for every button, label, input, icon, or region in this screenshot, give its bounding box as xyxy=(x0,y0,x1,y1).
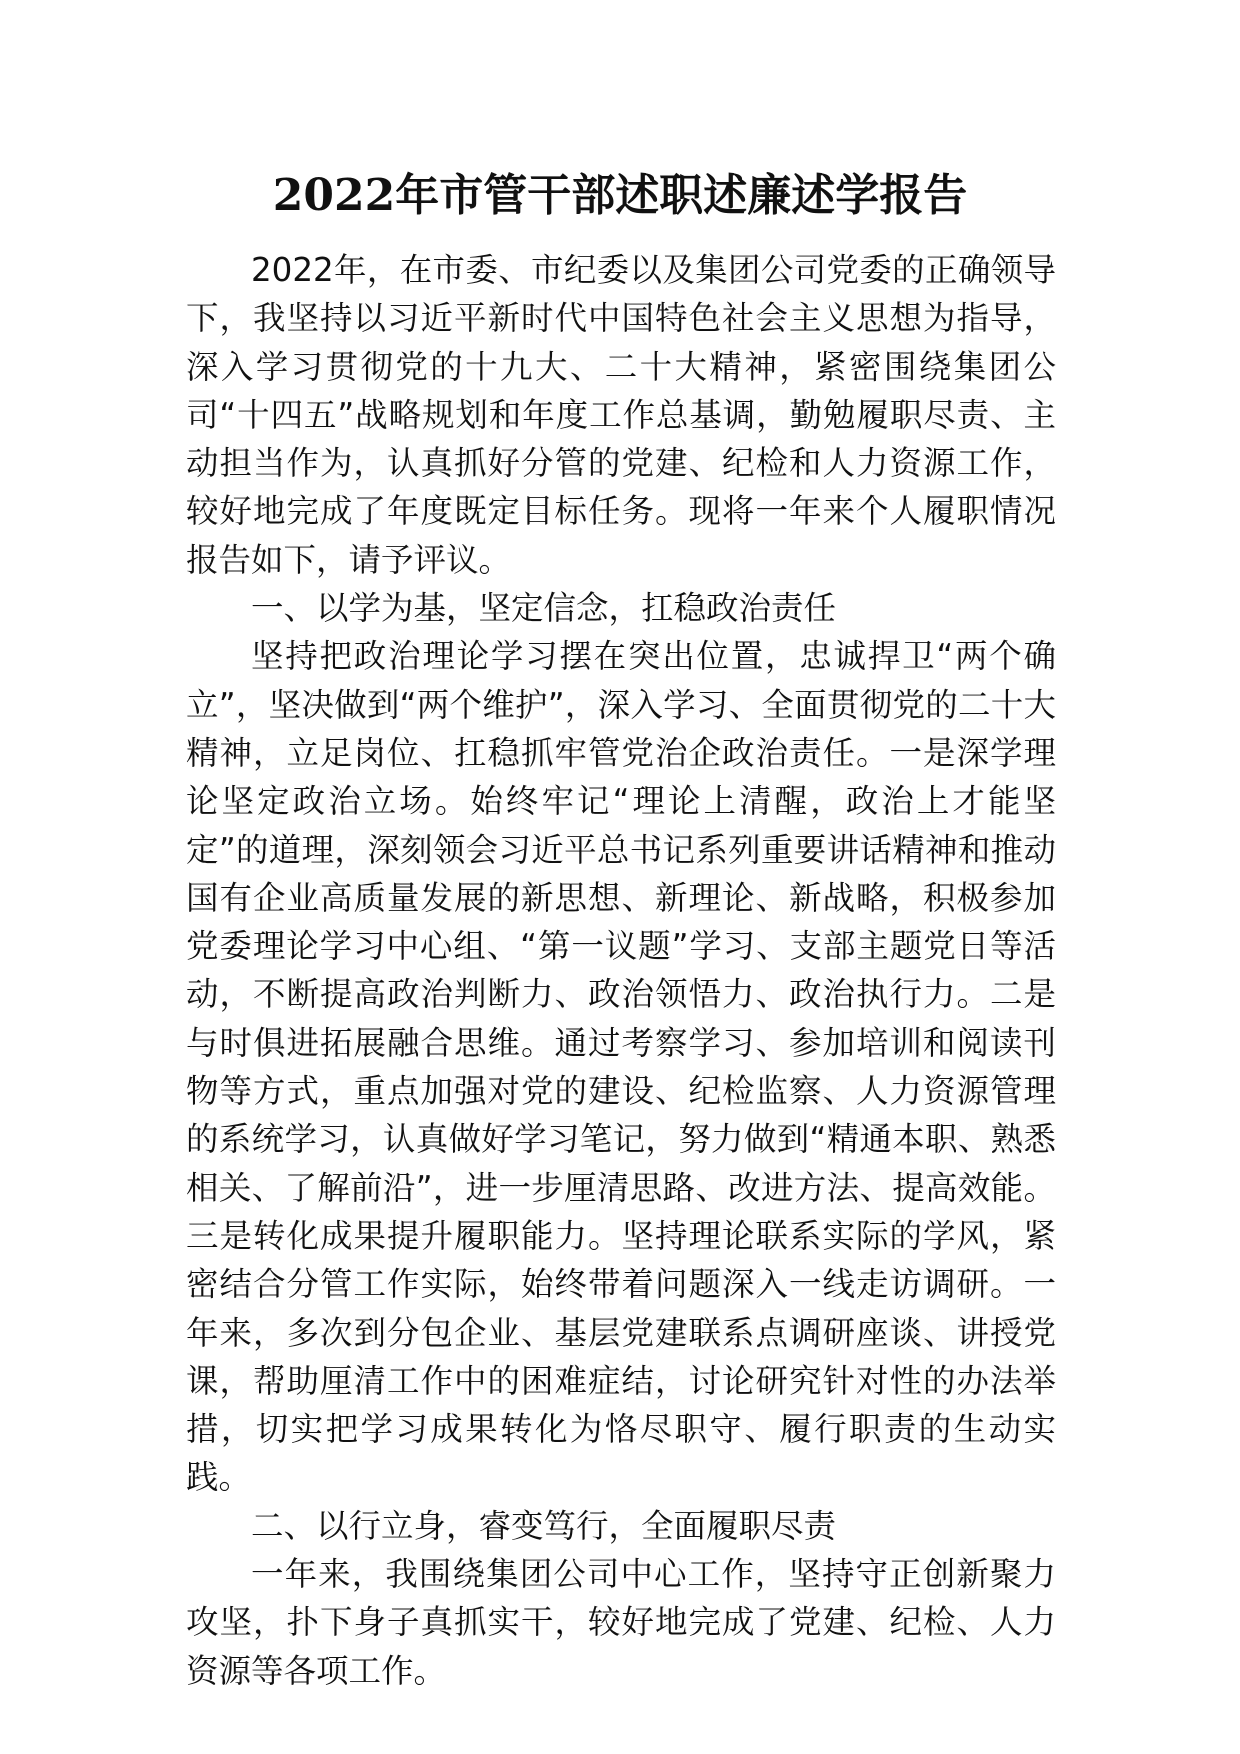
section-2-heading: 二、以行立身，睿变笃行，全面履职尽责 xyxy=(251,1506,837,1545)
section-1-heading: 一、以学为基，坚定信念，扛稳政治责任 xyxy=(251,589,837,628)
document-title: 2022年市管干部述职述廉述学报告 xyxy=(272,170,968,221)
intro-paragraph: 2022年，在市委、市纪委以及集团公司党委的正确领导下，我坚持以习近平新时代中国特色社会主义思想为指导，深入学习贯彻党的十九大、二十大精神，紧密围绕集团公司“十四五”战略规划和年度工作总基调，勤勉履职尽责、主动担当作为，认真抓好分管的党建、纪检和人力资源工作，较好地完成了年度既定目标任务。现将一年来个人履职情况报告如下，请予评议。 xyxy=(186,251,1056,579)
section-2-paragraph: 一年来，我围绕集团公司中心工作，坚持守正创新聚力攻坚，扑下身子真抓实干，较好地完成了党建、纪检、人力资源等各项工作。 xyxy=(186,1555,1056,1690)
section-1-paragraph: 坚持把政治理论学习摆在突出位置，忠诚捍卫“两个确立”，坚决做到“两个维护”，深入学习、全面贯彻党的二十大精神，立足岗位、扛稳抓牢管党治企政治责任。一是深学理论坚定政治立场。始终牢记“理论上清醒，政治上才能坚定”的道理，深刻领会习近平总书记系列重要讲话精神和推动国有企业高质量发展的新思想、新理论、新战略，积极参加党委理论学习中心组、“第一议题”学习、支部主题党日等活动，不断提高政治判断力、政治领悟力、政治执行力。二是与时俱进拓展融合思维。通过考察学习、参加培训和阅读刊物等方式，重点加强对党的建设、纪检监察、人力资源管理的系统学习，认真做好学习笔记，努力做到“精通本职、熟悉相关、了解前沿”，进一步厘清思路、改进方法、提高效能。三是转化成果提升履职能力。坚持理论联系实际的学风，紧密结合分管工作实际，始终带着问题深入一线走访调研。一年来，多次到分包企业、基层党建联系点调研座谈、讲授党课，帮助厘清工作中的困难症结，讨论研究针对性的办法举措，切实把学习成果转化为恪尽职守、履行职责的生动实践。 xyxy=(186,637,1056,1497)
document-body xyxy=(186,246,1056,1695)
